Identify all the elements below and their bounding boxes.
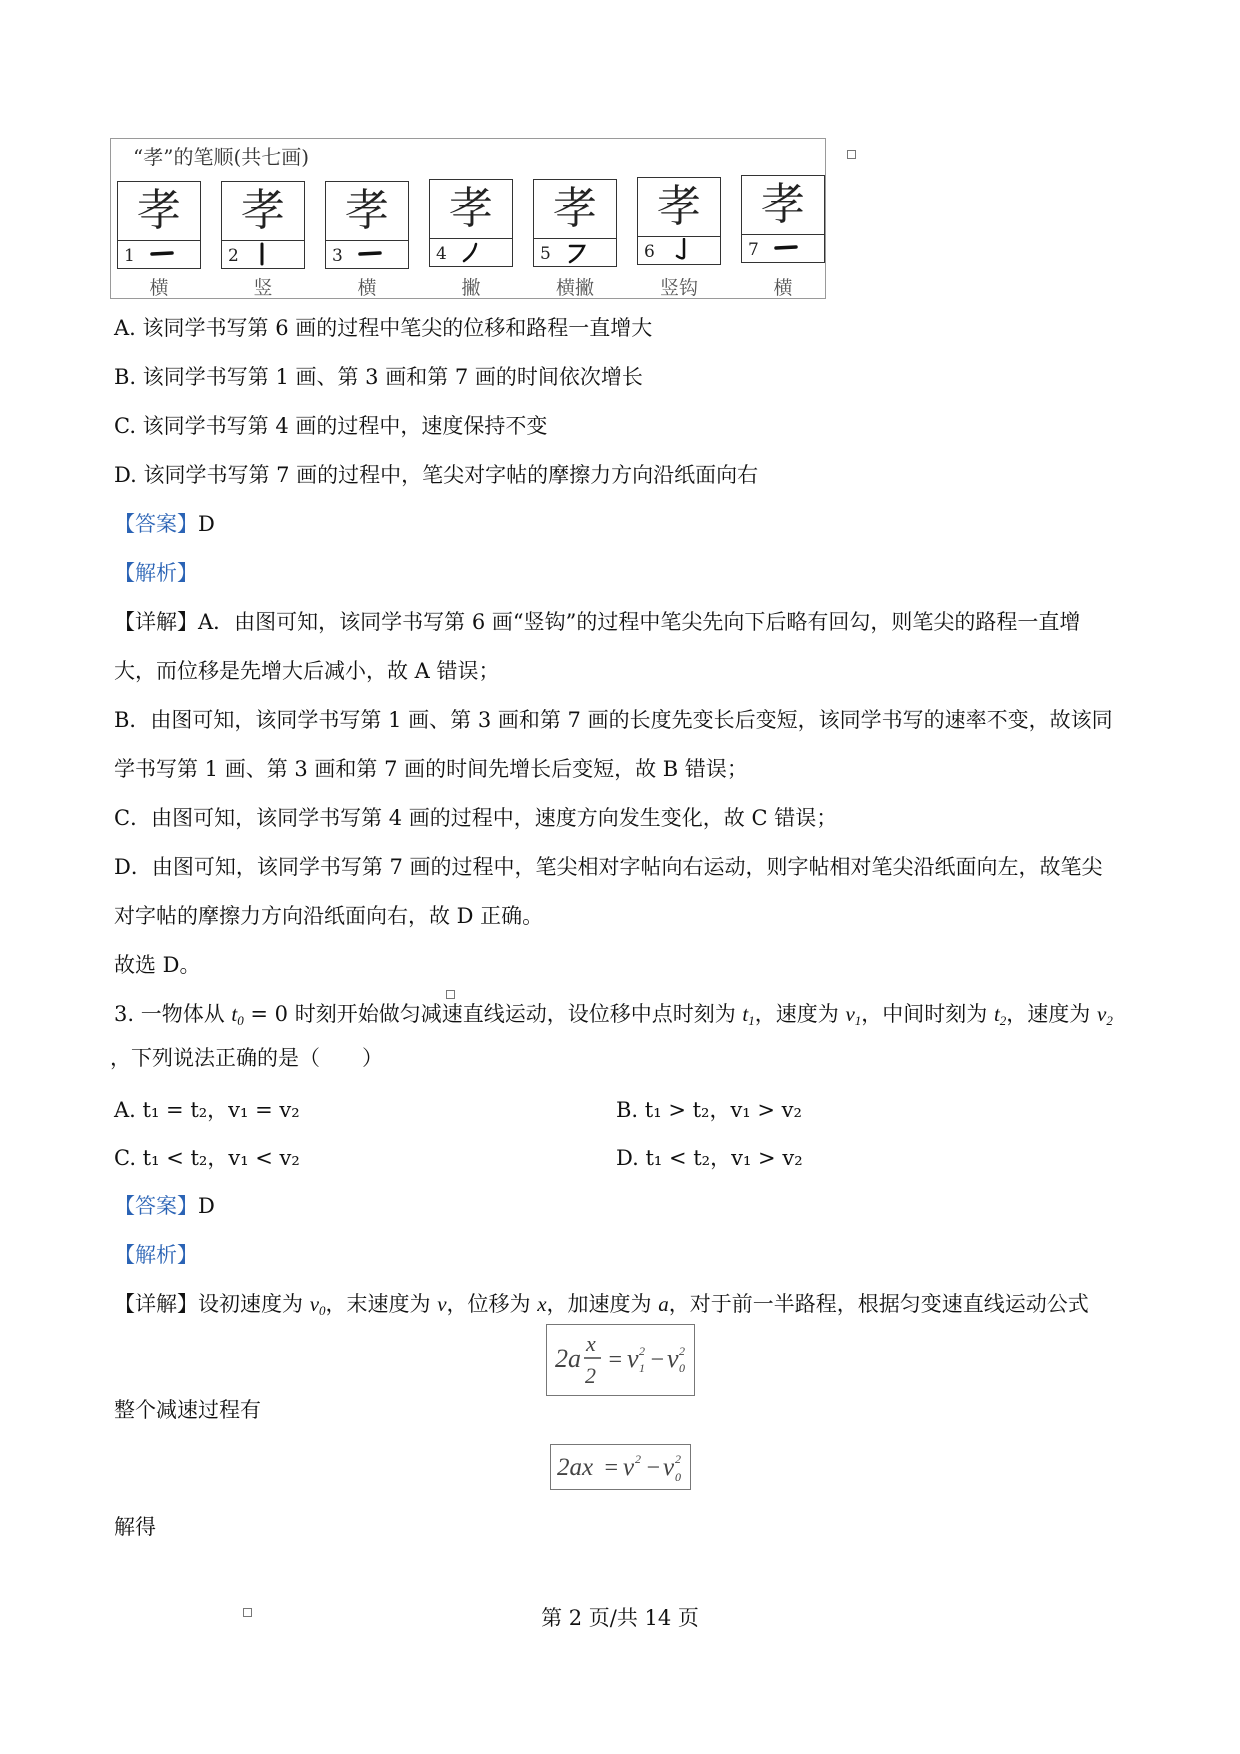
stroke-cell-3 <box>325 181 409 269</box>
answer-value: D <box>198 512 215 536</box>
svg-text:−: − <box>649 1347 666 1373</box>
math-x: x <box>537 1292 547 1316</box>
horizontal-left-falling-stroke-icon <box>564 240 592 264</box>
anchor-mark <box>446 990 455 999</box>
detail-text: 【详解】设初速度为 <box>114 1292 310 1316</box>
q2-option-d: D. 该同学书写第 7 画的过程中，笔尖对字帖的摩擦力方向沿纸面向右 <box>114 463 759 487</box>
q2-detail-line: D．由图可知，该同学书写第 7 画的过程中，笔尖相对字帖向右运动，则字帖相对笔尖沿纸面向左，故笔尖 <box>114 855 1103 879</box>
answer-tag: 【答案】 <box>114 512 198 536</box>
math-v: v <box>437 1292 447 1316</box>
stroke-label: 横 <box>149 277 169 299</box>
stroke-cell-1 <box>117 181 201 269</box>
svg-text:=: = <box>603 1455 620 1481</box>
svg-text:x: x <box>586 1331 596 1356</box>
horizontal-stroke-icon <box>356 242 384 266</box>
horizontal-stroke-icon <box>148 242 176 266</box>
svg-text:1: 1 <box>639 1361 645 1375</box>
equation-graphic <box>551 1445 690 1489</box>
stroke-label: 竖钩 <box>659 277 698 299</box>
svg-text:v: v <box>623 1454 635 1481</box>
math-v1: $v_1$ <box>845 1002 862 1028</box>
stroke-cell-6 <box>637 177 721 265</box>
stem-text: 时刻开始做匀减速直线运动，设位移中点时刻为 <box>288 1002 743 1026</box>
stroke-number: 6 <box>644 242 655 262</box>
anchor-mark <box>847 150 856 159</box>
stem-text: ，中间时刻为 <box>861 1002 994 1026</box>
stroke-number: 7 <box>748 240 759 260</box>
equation-graphic <box>547 1325 694 1395</box>
stroke-label: 横撇 <box>555 277 594 299</box>
q3-option-b: B. t₁ > t₂，v₁ > v₂ <box>616 1098 802 1122</box>
stroke-cell-5 <box>533 179 617 267</box>
left-falling-stroke-icon <box>460 240 488 264</box>
page-footer: 第 2 页/共 14 页 <box>541 1606 699 1630</box>
math-t1: $t_1$ <box>742 1002 755 1028</box>
q2-option-a: A. 该同学书写第 6 画的过程中笔尖的位移和路程一直增大 <box>114 316 653 340</box>
stroke-label: 横 <box>357 277 377 299</box>
stem-text: ，速度为 <box>1006 1002 1097 1026</box>
svg-text:v: v <box>663 1454 675 1481</box>
q2-option-b: B. 该同学书写第 1 画、第 3 画和第 7 画的时间依次增长 <box>114 365 643 389</box>
q2-analysis-tag: 【解析】 <box>114 561 198 585</box>
stroke-char: 孝 <box>241 185 285 236</box>
q2-conclusion: 故选 D。 <box>114 953 201 977</box>
svg-text:2: 2 <box>635 1452 641 1466</box>
q2-answer-line <box>114 509 215 539</box>
svg-text:0: 0 <box>675 1470 681 1484</box>
stroke-char: 孝 <box>345 185 389 236</box>
svg-text:v: v <box>627 1344 639 1373</box>
stroke-label: 撇 <box>461 277 481 299</box>
q3-analysis-tag: 【解析】 <box>114 1243 198 1267</box>
stroke-char: 孝 <box>137 185 181 236</box>
detail-text: ，末速度为 <box>325 1292 438 1316</box>
q2-detail-line: 【详解】A．由图可知，该同学书写第 6 画“竖钩”的过程中笔尖先向下后略有回勾，则笔尖的路程一直增 <box>114 610 1081 634</box>
math-a: a <box>658 1292 669 1316</box>
vertical-hook-stroke-icon <box>668 238 696 262</box>
math-v0: $v_0$ <box>309 1292 326 1318</box>
equation-text <box>552 1446 553 1447</box>
stroke-label: 竖 <box>253 277 273 299</box>
stroke-number: 1 <box>124 246 135 266</box>
q2-option-c: C. 该同学书写第 4 画的过程中，速度保持不变 <box>114 414 548 438</box>
svg-text:2: 2 <box>639 1344 645 1358</box>
q3-detail <box>114 1289 1089 1319</box>
q3-stem-line-2: ，下列说法正确的是（ ） <box>110 1046 383 1070</box>
svg-text:2: 2 <box>675 1452 681 1466</box>
q3-option-d: D. t₁ < t₂，v₁ > v₂ <box>616 1146 803 1170</box>
math-v2: $v_2$ <box>1096 1002 1113 1028</box>
svg-text:2a: 2a <box>555 1344 581 1373</box>
stroke-cell-2 <box>221 181 305 269</box>
svg-text:2: 2 <box>679 1344 685 1358</box>
stroke-char: 孝 <box>761 179 805 230</box>
svg-text:2: 2 <box>585 1363 596 1388</box>
svg-text:v: v <box>667 1344 679 1373</box>
equation-text <box>548 1326 549 1327</box>
stem-text: 3. 一物体从 <box>114 1002 232 1026</box>
stroke-cell-7 <box>741 175 825 263</box>
stroke-char: 孝 <box>553 183 597 234</box>
detail-text: ，对于前一半路程，根据匀变速直线运动公式 <box>668 1292 1089 1316</box>
q3-option-c: C. t₁ < t₂，v₁ < v₂ <box>114 1146 300 1170</box>
answer-value: D <box>198 1194 215 1218</box>
q2-detail-line: 大，而位移是先增大后减小，故 A 错误； <box>114 659 500 683</box>
svg-text:−: − <box>645 1455 662 1481</box>
stroke-order-figure <box>110 138 826 299</box>
svg-text:0: 0 <box>679 1361 685 1375</box>
stroke-number: 4 <box>436 244 447 264</box>
q2-detail-line: B．由图可知，该同学书写第 1 画、第 3 画和第 7 画的长度先变长后变短，该同学书写的速率不变，故该同 <box>114 708 1113 732</box>
equation-half-displacement <box>546 1324 695 1396</box>
equation-full-displacement <box>550 1444 691 1490</box>
q3-option-a: A. t₁ = t₂，v₁ = v₂ <box>114 1098 300 1122</box>
q3-answer-line <box>114 1191 215 1221</box>
stem-text: ，速度为 <box>754 1002 846 1026</box>
stroke-number: 3 <box>332 246 343 266</box>
q3-stem: 3. 一物体从 $t_0 = 0$ 时刻开始做匀减速直线运动，设位移中点时刻为 $t_1$，速度为 $v_1$，中间时刻为 $t_2$，速度为 $v_2$ <box>114 1002 1113 1028</box>
stroke-char: 孝 <box>657 181 701 232</box>
svg-text:2ax: 2ax <box>557 1454 594 1481</box>
answer-tag: 【答案】 <box>114 1194 198 1218</box>
stroke-char: 孝 <box>449 183 493 234</box>
stroke-cell-4 <box>429 179 513 267</box>
svg-text:=: = <box>607 1347 624 1373</box>
q2-detail-line: 学书写第 1 画、第 3 画和第 7 画的时间先增长后变短，故 B 错误； <box>114 757 748 781</box>
math-t2: $t_2$ <box>993 1002 1007 1028</box>
stroke-number: 2 <box>228 246 239 266</box>
q2-detail-line: C．由图可知，该同学书写第 4 画的过程中，速度方向发生变化，故 C 错误； <box>114 806 838 830</box>
figure-title: “孝”的笔顺(共七画) <box>133 145 310 169</box>
vertical-stroke-icon <box>252 242 280 266</box>
q2-detail-line: 对字帖的摩擦力方向沿纸面向右，故 D 正确。 <box>114 904 544 928</box>
detail-text: ，加速度为 <box>546 1292 659 1316</box>
math-t0: $t_0$ <box>231 1002 244 1028</box>
q3-whole-process: 整个减速过程有 <box>114 1398 261 1422</box>
detail-text: ，位移为 <box>446 1292 538 1316</box>
stroke-label: 横 <box>773 277 793 299</box>
q3-solve: 解得 <box>114 1515 156 1539</box>
stroke-number: 5 <box>540 244 551 264</box>
horizontal-stroke-icon <box>772 236 800 260</box>
